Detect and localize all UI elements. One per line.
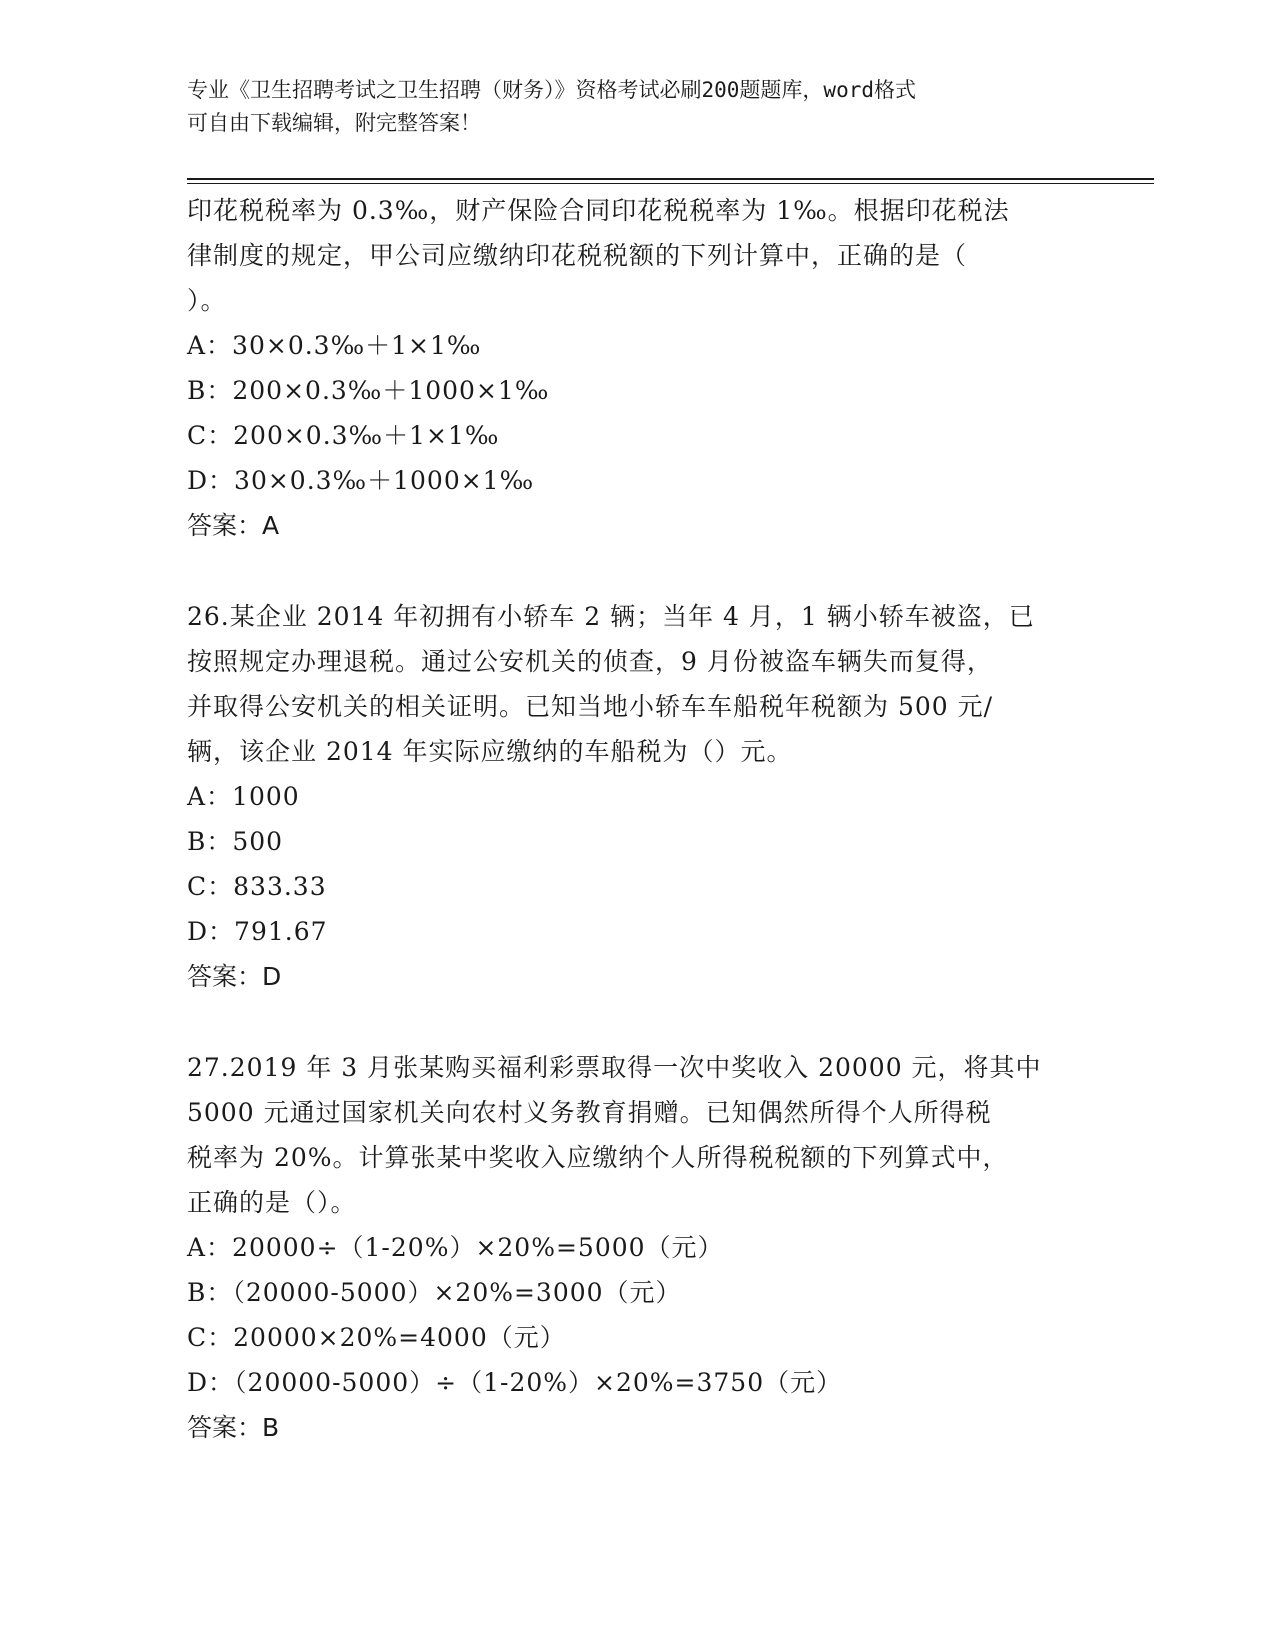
header-divider-thin xyxy=(187,183,1154,184)
question-27-block xyxy=(187,1045,1087,1450)
document-body xyxy=(187,188,1087,1450)
option-c: C：833.33 xyxy=(187,872,327,901)
question-text-line: 27.2019 年 3 月张某购买福利彩票取得一次中奖收入 20000 元，将其中 xyxy=(187,1053,1042,1082)
question-spacer xyxy=(187,548,1087,594)
option-a: A：1000 xyxy=(187,782,300,811)
question-text-line: ）。 xyxy=(187,286,227,315)
option-a: A：20000÷（1-20%）×20%=5000（元） xyxy=(187,1233,724,1262)
question-text-line: 印花税税率为 0.3‰，财产保险合同印花税税率为 1‰。根据印花税法 xyxy=(187,196,1010,225)
question-text-line: 辆，该企业 2014 年实际应缴纳的车船税为（）元。 xyxy=(187,737,793,766)
option-a: A：30×0.3‰＋1×1‰ xyxy=(187,331,482,360)
header-divider-thick xyxy=(187,178,1154,180)
option-d: D：791.67 xyxy=(187,917,328,946)
question-spacer xyxy=(187,999,1087,1045)
option-c: C：20000×20%=4000（元） xyxy=(187,1323,566,1352)
option-d: D：（20000-5000）÷（1-20%）×20%=3750（元） xyxy=(187,1368,843,1397)
option-b: B：（20000-5000）×20%=3000（元） xyxy=(187,1278,682,1307)
answer-label: 答案：B xyxy=(187,1413,280,1442)
option-c: C：200×0.3‰＋1×1‰ xyxy=(187,421,500,450)
question-text-line: 税率为 20%。计算张某中奖收入应缴纳个人所得税税额的下列算式中， xyxy=(187,1143,1009,1172)
question-text-line: 按照规定办理退税。通过公安机关的侦查，9 月份被盗车辆失而复得， xyxy=(187,647,993,676)
question-26-block xyxy=(187,594,1087,999)
answer-label: 答案：A xyxy=(187,511,280,540)
option-b: B：200×0.3‰＋1000×1‰ xyxy=(187,376,550,405)
answer-label: 答案：D xyxy=(187,962,282,991)
question-25-block xyxy=(187,188,1087,548)
question-text-line: 正确的是（）。 xyxy=(187,1188,357,1217)
document-header xyxy=(187,74,1067,140)
header-title-line-2: 可自由下载编辑，附完整答案！ xyxy=(187,111,481,135)
option-d: D：30×0.3‰＋1000×1‰ xyxy=(187,466,535,495)
question-text-line: 5000 元通过国家机关向农村义务教育捐赠。已知偶然所得个人所得税 xyxy=(187,1098,992,1127)
question-text-line: 26.某企业 2014 年初拥有小轿车 2 辆；当年 4 月，1 辆小轿车被盗，已 xyxy=(187,602,1035,631)
question-text-line: 律制度的规定，甲公司应缴纳印花税税额的下列计算中，正确的是（ xyxy=(187,241,968,270)
header-title-line-1: 专业《卫生招聘考试之卫生招聘（财务）》资格考试必刷200题题库，word格式 xyxy=(187,78,916,102)
option-b: B：500 xyxy=(187,827,284,856)
question-text-line: 并取得公安机关的相关证明。已知当地小轿车车船税年税额为 500 元/ xyxy=(187,692,994,721)
